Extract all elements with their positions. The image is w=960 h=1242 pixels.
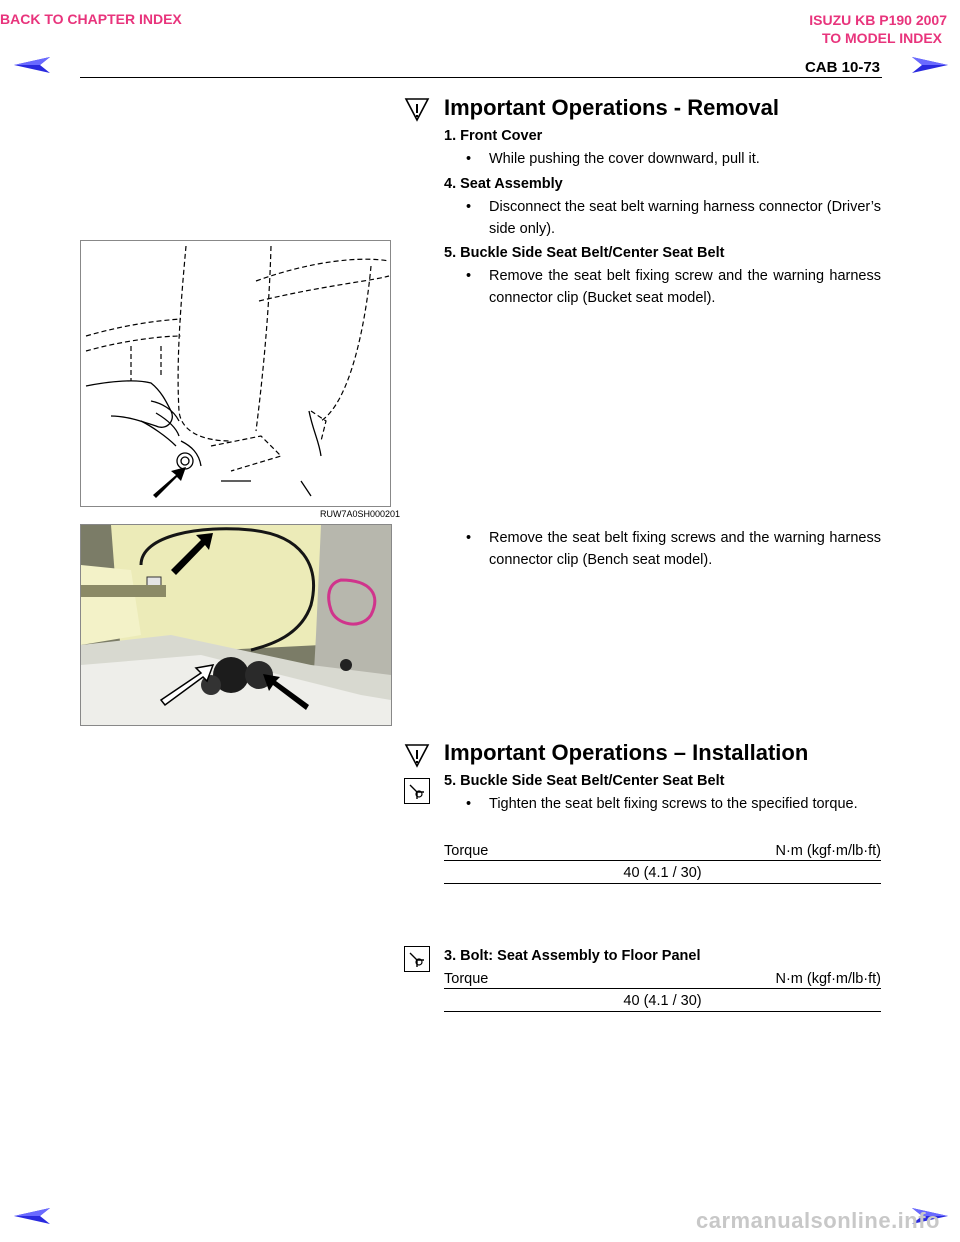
torque-table-rule bbox=[444, 988, 881, 989]
torque-table-rule bbox=[444, 860, 881, 861]
torque-value: 40 (4.1 / 30) bbox=[623, 865, 702, 881]
model-line-1: ISUZU KB P190 2007 bbox=[809, 12, 947, 28]
removal-step-1-bullet: • While pushing the cover downward, pull it. bbox=[466, 151, 760, 167]
footer-watermark: carmanualsonline.info bbox=[696, 1208, 940, 1233]
model-index-link[interactable] bbox=[809, 11, 947, 47]
next-page-arrow-icon[interactable] bbox=[912, 57, 948, 73]
page-header-label: CAB 10-73 bbox=[804, 59, 880, 76]
back-to-chapter-index-link[interactable]: BACK TO CHAPTER INDEX bbox=[0, 11, 182, 27]
prev-page-arrow-icon[interactable] bbox=[14, 57, 50, 73]
bench-seat-photo bbox=[80, 524, 392, 726]
removal-heading: Important Operations - Removal bbox=[444, 95, 779, 120]
model-line-2: TO MODEL INDEX bbox=[821, 30, 942, 46]
torque-wrench-icon bbox=[404, 946, 430, 972]
removal-bench-bullet: • Remove the seat belt fixing screws and the warning harness connector clip (Bench seat model). bbox=[466, 530, 881, 568]
torque-unit: N·m (kgf·m/lb·ft) bbox=[775, 843, 881, 859]
prev-page-arrow-icon[interactable] bbox=[14, 1208, 50, 1224]
seat-belt-screw-illustration bbox=[80, 240, 391, 507]
figure-1-caption: RUW7A0SH000201 bbox=[320, 509, 401, 519]
removal-step-5-bullet: • Remove the seat belt fixing screw and the warning harness connector clip (Bucket seat model). bbox=[466, 268, 881, 306]
removal-step-5: 5. Buckle Side Seat Belt/Center Seat Belt bbox=[444, 245, 725, 261]
torque-table-rule bbox=[444, 883, 881, 884]
torque-label: Torque bbox=[444, 843, 489, 859]
installation-step-5: 5. Buckle Side Seat Belt/Center Seat Belt bbox=[444, 773, 725, 789]
torque-table-rule bbox=[444, 1011, 881, 1012]
removal-step-4-bullet: • Disconnect the seat belt warning harness connector (Driver’s side only). bbox=[466, 199, 881, 237]
installation-step-5-bullet: • Tighten the seat belt fixing screws to the specified torque. bbox=[466, 796, 858, 812]
torque-label: Torque bbox=[444, 971, 489, 987]
installation-step-3: 3. Bolt: Seat Assembly to Floor Panel bbox=[444, 948, 701, 964]
warning-icon bbox=[404, 742, 430, 768]
warning-icon bbox=[404, 96, 430, 122]
header-rule bbox=[80, 77, 882, 78]
installation-heading: Important Operations – Installation bbox=[444, 740, 809, 765]
torque-value: 40 (4.1 / 30) bbox=[623, 993, 702, 1009]
removal-step-4: 4. Seat Assembly bbox=[444, 176, 563, 192]
torque-wrench-icon bbox=[404, 778, 430, 804]
torque-unit: N·m (kgf·m/lb·ft) bbox=[775, 971, 881, 987]
removal-step-1: 1. Front Cover bbox=[444, 128, 543, 144]
